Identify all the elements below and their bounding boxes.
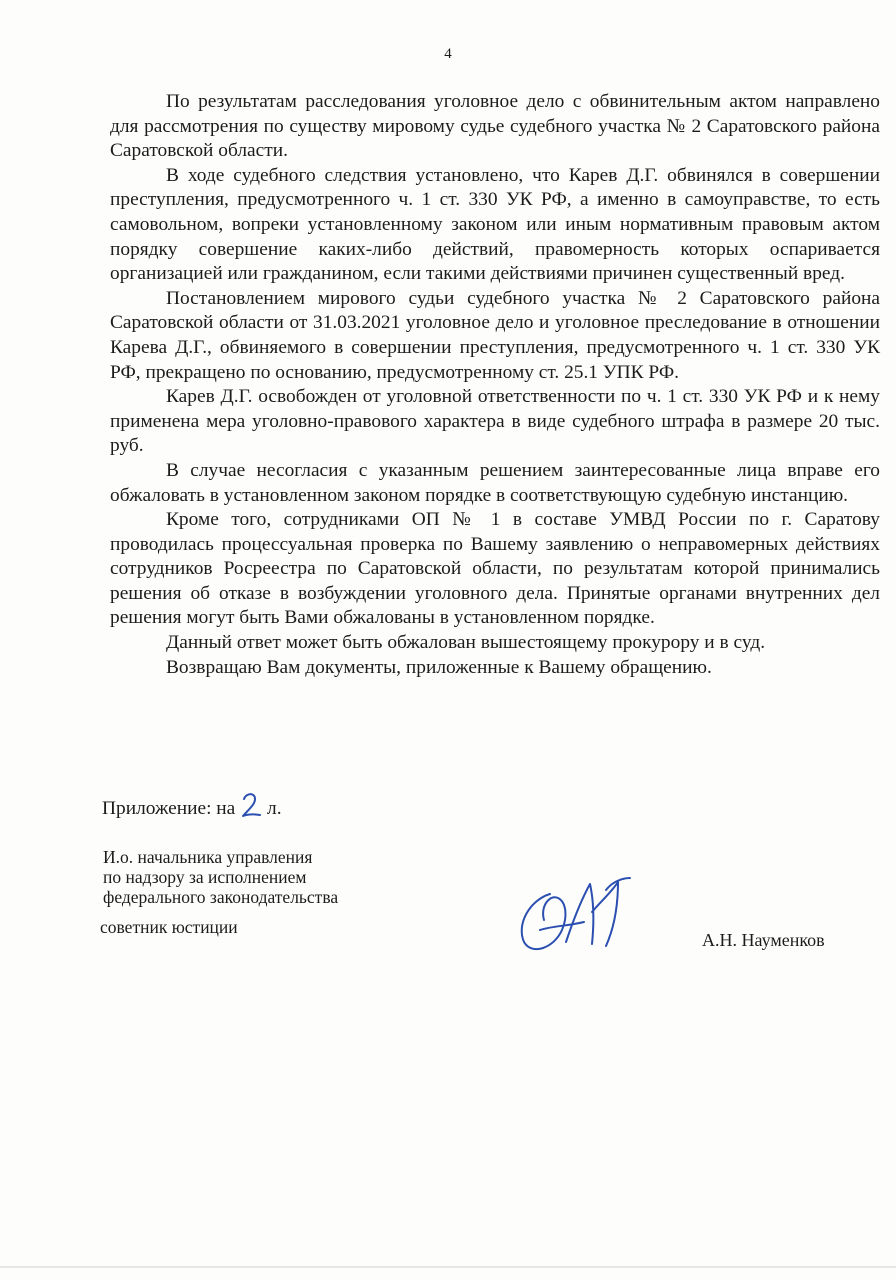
paragraph-court-fine: Карев Д.Г. освобожден от уголовной ответственности по ч. 1 ст. 330 УК РФ и к нему применена мера уголовно-правового характера в виде судебного штрафа в размере 20 тыс. руб. [110, 386, 880, 457]
scan-edge-line [0, 1266, 896, 1268]
paragraph-appeal-right: В случае несогласия с указанным решением заинтересованные лица вправе его обжаловать в установленном законом порядке в соответствующую судебную инстанцию. [110, 459, 880, 506]
paragraph-case-referral: По результатам расследования уголовное дело с обвинительным актом направлено для рассмотрения по существу мировому судье судебного участка № 2 Саратовского района Саратовской области. [110, 91, 880, 162]
paragraph-court-findings: В ходе судебного следствия установлено, что Карев Д.Г. обвинялся в совершении преступления, предусмотренного ч. 1 ст. 330 УК РФ, а именно в самоуправстве, то есть самовольном, вопреки установленному законом или иным нормативным правовым актом порядку совершение каких-либо действий, правомерность которых оспаривается организацией или гражданином, если такими действиями причинен существенный вред. [110, 164, 880, 285]
letter-body [110, 90, 880, 680]
attachment-suffix: л. [267, 798, 282, 819]
paragraph-police-check: Кроме того, сотрудниками ОП № 1 в составе УМВД России по г. Саратову проводилась процессуальная проверка по Вашему заявлению о неправомерных действиях сотрудников Росреестра по Саратовской области, по результатам которой принимались решения об отказе в возбуждении уголовного дела. Принятые органами внутренних дел решения могут быть Вами обжалованы в установленном порядке. [110, 509, 880, 629]
page-number: 4 [444, 46, 452, 62]
paragraph-case-termination: Постановлением мирового судьи судебного участка № 2 Саратовского района Саратовской области от 31.03.2021 уголовное дело и уголовное преследование в отношении Карева Д.Г., обвиняемого в совершении преступления, предусмотренного ч. 1 ст. 330 УК РФ, прекращено по основанию, предусмотренному ст. 25.1 УПК РФ. [110, 287, 880, 383]
handwritten-signature [510, 872, 660, 962]
handwritten-page-count [240, 790, 262, 820]
signer-rank: советник юстиции [100, 917, 238, 937]
position-line-1: И.о. начальника управления [103, 847, 313, 867]
position-line-2: по надзору за исполнением [103, 867, 307, 887]
position-line-3: федерального законодательства [103, 887, 339, 907]
attachment-label: Приложение: на [102, 798, 236, 819]
paragraph-appeal-response: Данный ответ может быть обжалован вышестоящему прокурору и в суд. [166, 632, 766, 654]
paragraph-return-documents: Возвращаю Вам документы, приложенные к Вашему обращению. [166, 656, 712, 678]
attachment-line [102, 790, 282, 821]
signer-name: А.Н. Науменков [702, 930, 825, 950]
signer-position [103, 847, 338, 907]
